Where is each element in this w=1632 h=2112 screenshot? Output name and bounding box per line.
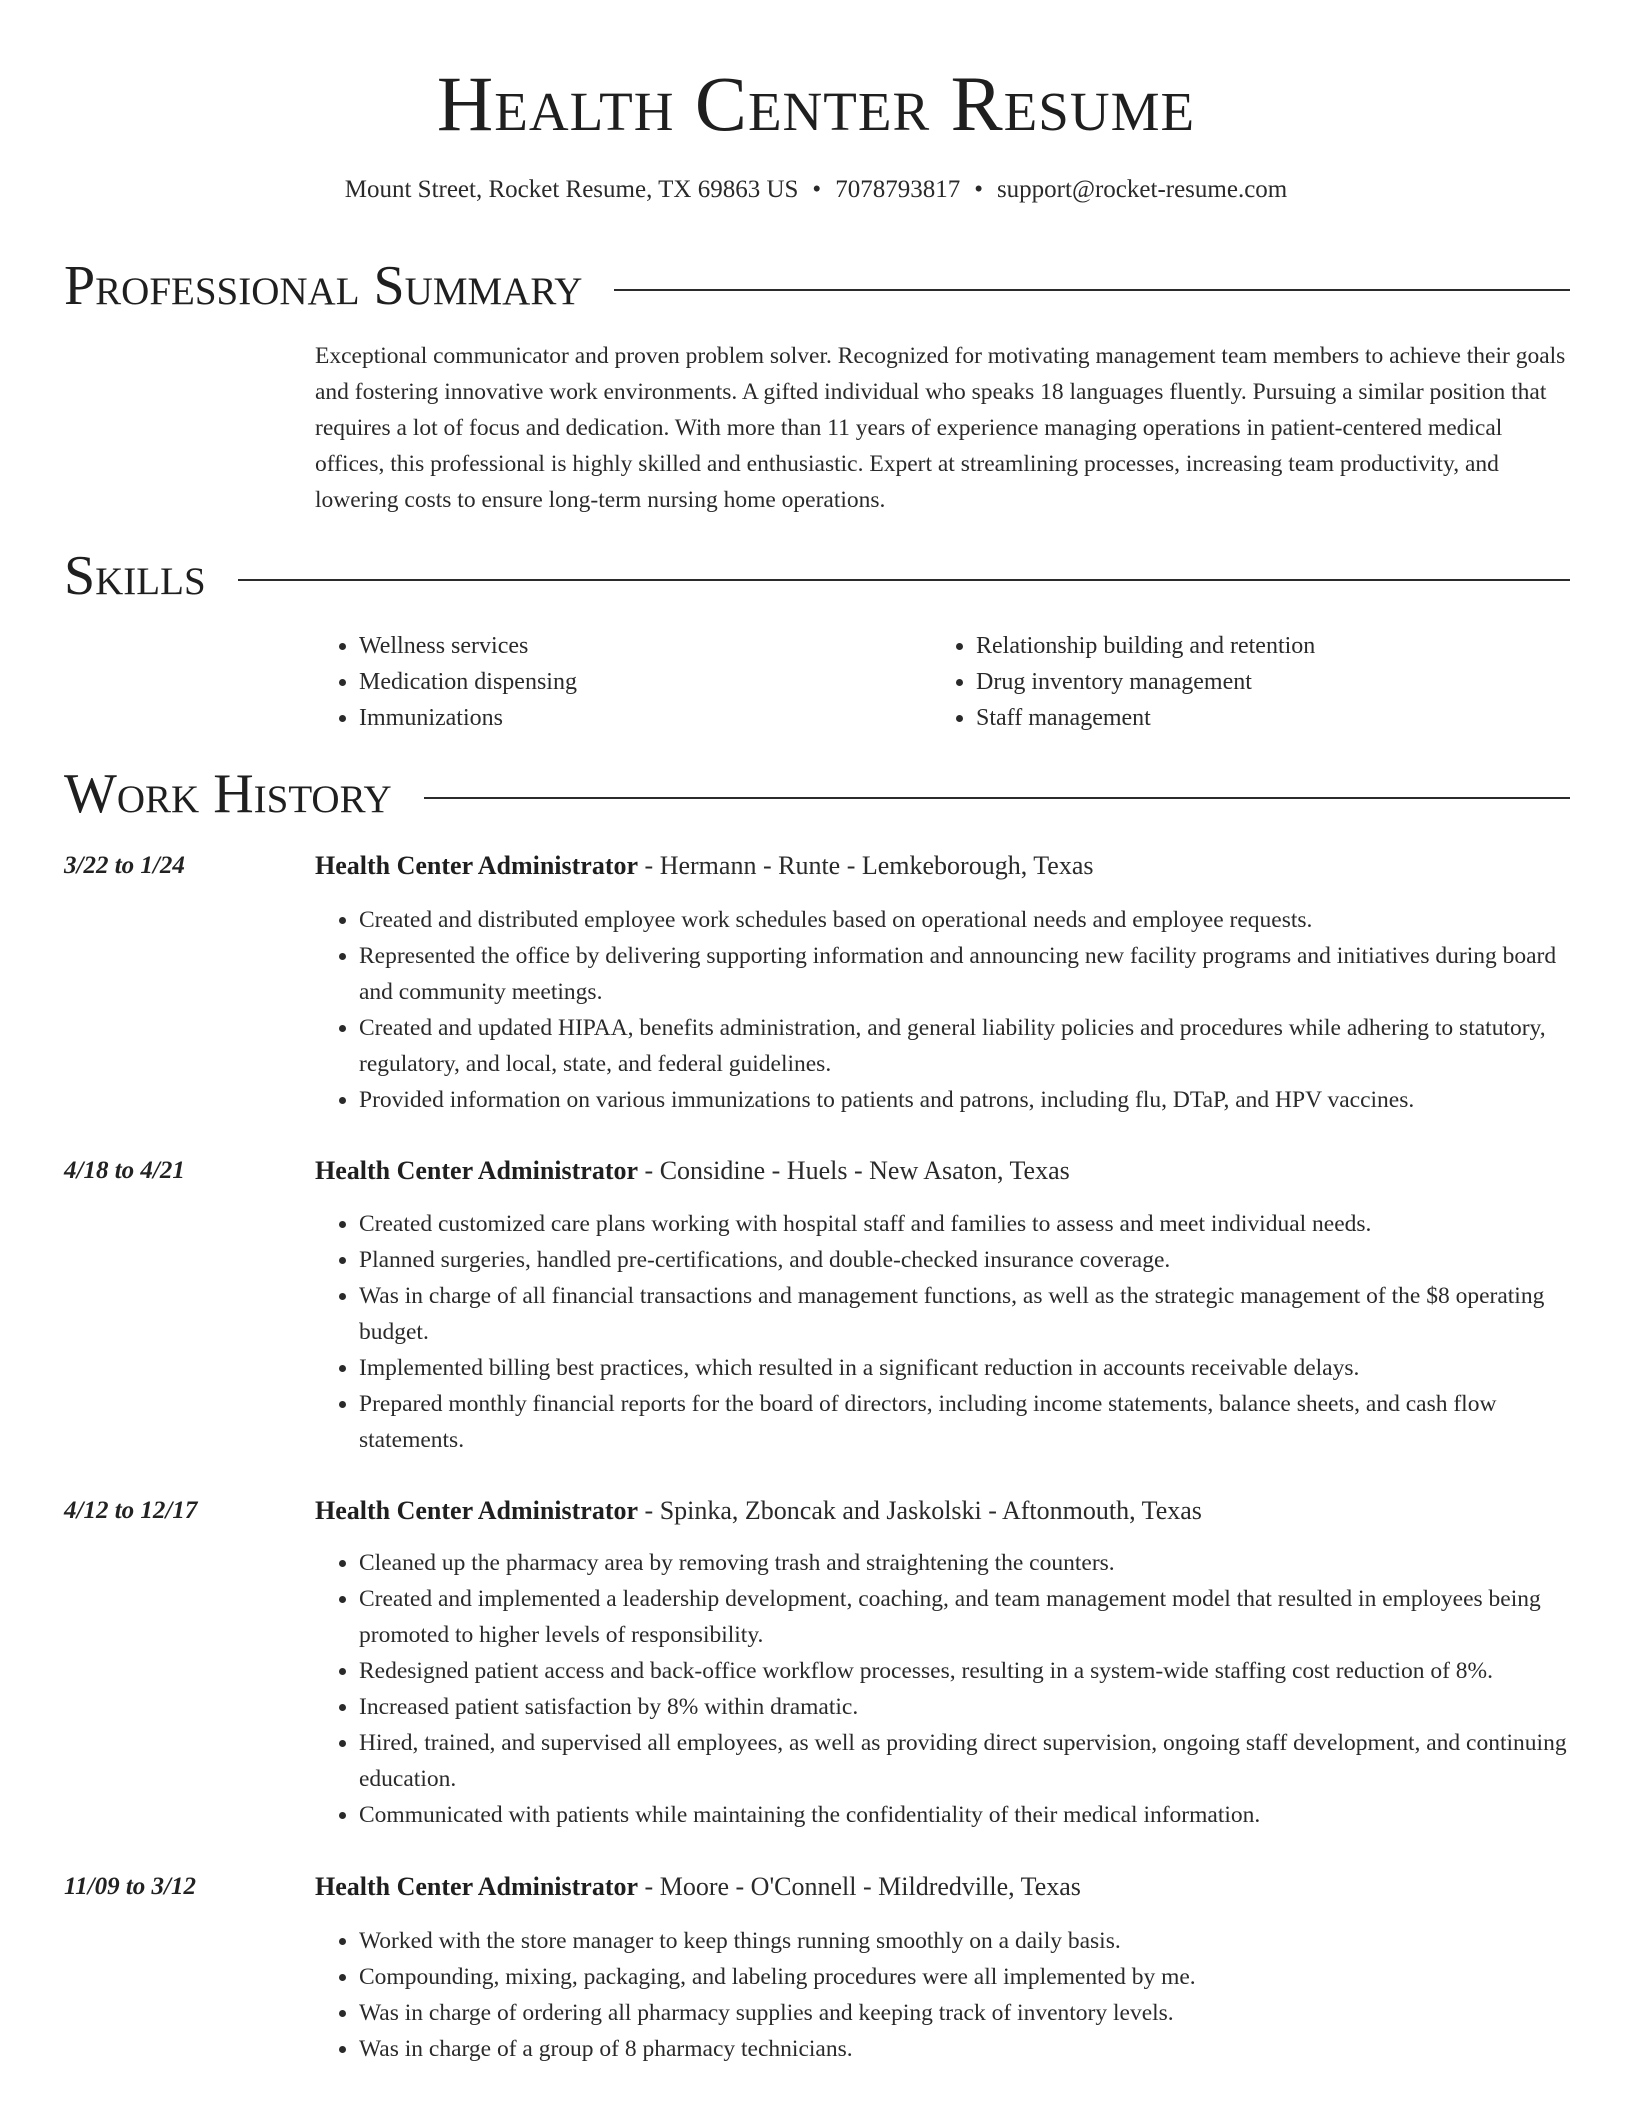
job-bullet: • Created and implemented a leadership development, coaching, and team management model that resulted in employees being promoted to higher levels of responsibility.: [359, 1581, 1570, 1653]
job-employer: - Moore - O'Connell - Mildredville, Texas: [638, 1872, 1081, 1901]
job-bullet: • Represented the office by delivering supporting information and announcing new facility programs and initiatives during board and community meetings.: [359, 938, 1570, 1010]
section-header-work-history: [64, 762, 1570, 826]
job-title: Health Center Administrator: [315, 1496, 639, 1525]
skills-column-right: [932, 628, 1549, 736]
job-heading: [315, 1869, 1570, 1905]
section-title-skills: Skills: [64, 545, 206, 607]
job-bullet: • Was in charge of ordering all pharmacy supplies and keeping track of inventory levels.: [359, 1995, 1570, 2031]
section-title-work-history: Work History: [64, 763, 392, 825]
job-bullet: • Redesigned patient access and back-office workflow processes, resulting in a system-wide staffing cost reduction of 8%.: [359, 1653, 1570, 1689]
section-divider: [614, 289, 1570, 291]
job-dates: 11/09 to 3/12: [64, 1873, 196, 1900]
section-header-skills: [64, 544, 1570, 608]
skill-item: • Relationship building and retention: [976, 628, 1549, 664]
section-title-summary: Professional Summary: [64, 255, 583, 317]
job-dates: 4/12 to 12/17: [64, 1497, 198, 1524]
job-bullets: [315, 1923, 1570, 2067]
job-bullet: • Compounding, mixing, packaging, and labeling procedures were all implemented by me.: [359, 1959, 1570, 1995]
job-title: Health Center Administrator: [315, 1872, 639, 1901]
job-bullet: • Hired, trained, and supervised all employees, as well as providing direct supervision, ongoing staff development, and continuing education.: [359, 1725, 1570, 1797]
summary-text: Exceptional communicator and proven problem solver. Recognized for motivating management team members to achieve their goals and fostering innovative work environments. A gifted individual who speaks 18 languages fluently. Pursuing a similar position that requires a lot of focus and dedication. With more than 11 years of experience managing operations in patient-centered medical offices, this professional is highly skilled and enthusiastic. Expert at streamlining processes, increasing team productivity, and lowering costs to ensure long-term nursing home operations.: [315, 343, 1566, 513]
job-bullet: • Cleaned up the pharmacy area by removing trash and straightening the counters.: [359, 1545, 1570, 1581]
skill-item: • Drug inventory management: [976, 664, 1549, 700]
job-employer: - Considine - Huels - New Asaton, Texas: [638, 1156, 1070, 1185]
contact-address: Mount Street, Rocket Resume, TX 69863 US: [344, 176, 799, 203]
separator-dot: •: [812, 176, 822, 203]
job-dates: 3/22 to 1/24: [64, 852, 185, 879]
skill-item: • Wellness services: [359, 628, 932, 664]
job-employer: - Spinka, Zboncak and Jaskolski - Aftonmouth, Texas: [638, 1496, 1202, 1525]
skill-item: • Medication dispensing: [359, 664, 932, 700]
job-bullets: [315, 1545, 1570, 1833]
job-heading: [315, 1493, 1570, 1529]
job-bullet: • Was in charge of a group of 8 pharmacy technicians.: [359, 2031, 1570, 2067]
job-bullet: • Provided information on various immunizations to patients and patrons, including flu, DTaP, and HPV vaccines.: [359, 1082, 1570, 1118]
resume-title: Health Center Resume: [436, 60, 1196, 147]
job-bullet: • Prepared monthly financial reports for the board of directors, including income statements, balance sheets, and cash flow statements.: [359, 1386, 1570, 1458]
job-title: Health Center Administrator: [315, 1156, 639, 1185]
job-bullet: • Was in charge of all financial transactions and management functions, as well as the strategic management of the $8 operating budget.: [359, 1278, 1570, 1350]
contact-line: [0, 172, 1632, 208]
section-divider: [424, 797, 1570, 799]
job-bullet: • Created and distributed employee work schedules based on operational needs and employee requests.: [359, 902, 1570, 938]
job-heading: [315, 848, 1570, 884]
section-header-summary: [64, 254, 1570, 318]
section-divider: [238, 579, 1570, 581]
job-title: Health Center Administrator: [315, 851, 639, 880]
contact-email[interactable]: support@rocket-resume.com: [996, 176, 1288, 203]
job-bullet: • Implemented billing best practices, which resulted in a significant reduction in accounts receivable delays.: [359, 1350, 1570, 1386]
skill-item: • Immunizations: [359, 700, 932, 736]
skill-item: • Staff management: [976, 700, 1549, 736]
job-bullet: • Communicated with patients while maintaining the confidentiality of their medical information.: [359, 1797, 1570, 1833]
job-bullet: • Created customized care plans working with hospital staff and families to assess and meet individual needs.: [359, 1206, 1570, 1242]
job-employer: - Hermann - Runte - Lemkeborough, Texas: [638, 851, 1094, 880]
job-dates: 4/18 to 4/21: [64, 1157, 185, 1184]
contact-phone[interactable]: 7078793817: [835, 176, 961, 203]
job-heading: [315, 1153, 1570, 1189]
skills-list: [315, 628, 1570, 736]
job-bullets: [315, 902, 1570, 1118]
job-bullet: • Created and updated HIPAA, benefits administration, and general liability policies and procedures while adhering to statutory, regulatory, and local, state, and federal guidelines.: [359, 1010, 1570, 1082]
job-bullet: • Worked with the store manager to keep things running smoothly on a daily basis.: [359, 1923, 1570, 1959]
job-bullets: [315, 1206, 1570, 1458]
skills-column-left: [315, 628, 932, 736]
separator-dot: •: [974, 176, 983, 203]
job-bullet: • Planned surgeries, handled pre-certifications, and double-checked insurance coverage.: [359, 1242, 1570, 1278]
job-bullet: • Increased patient satisfaction by 8% within dramatic.: [359, 1689, 1570, 1725]
